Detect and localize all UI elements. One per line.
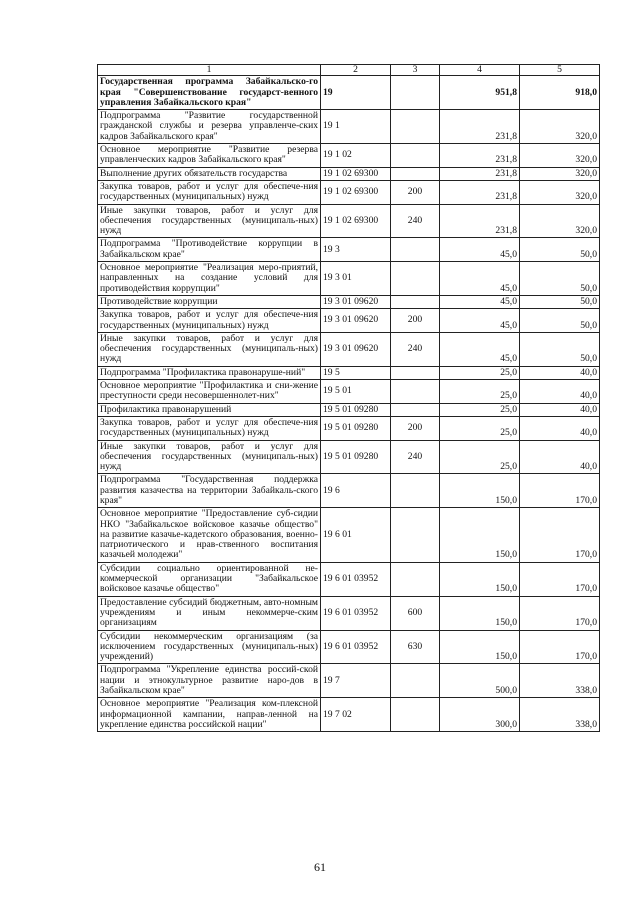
row-expense-type: 600: [391, 596, 440, 630]
row-expense-type: [391, 144, 440, 168]
row-value-1: 25,0: [440, 366, 520, 379]
row-value-1: 45,0: [440, 262, 520, 296]
row-code: 19 7: [321, 664, 391, 698]
row-value-2: 320,0: [520, 110, 600, 144]
row-value-1: 25,0: [440, 440, 520, 474]
row-value-1: 150,0: [440, 508, 520, 562]
row-code: 19 3 01 09620: [321, 332, 391, 366]
row-expense-type: [391, 262, 440, 296]
row-name: Подпрограмма "Развитие государственной гражданской службы и резерва управленче-ских кадров Забайкальского края": [98, 110, 321, 144]
row-value-1: 150,0: [440, 474, 520, 508]
row-expense-type: [391, 474, 440, 508]
row-value-1: 45,0: [440, 295, 520, 308]
row-value-2: 338,0: [520, 698, 600, 732]
row-value-2: 338,0: [520, 664, 600, 698]
row-code: 19 6 01: [321, 508, 391, 562]
row-expense-type: 630: [391, 630, 440, 664]
budget-table: [97, 64, 600, 732]
row-value-1: 300,0: [440, 698, 520, 732]
row-name: Основное мероприятие "Развитие резерва управленческих кадров Забайкальского края": [98, 144, 321, 168]
table-row: [98, 180, 600, 204]
table-body: [98, 76, 600, 732]
row-name: Противодействие коррупции: [98, 295, 321, 308]
row-value-1: 150,0: [440, 596, 520, 630]
table-row: [98, 366, 600, 379]
row-value-2: 40,0: [520, 366, 600, 379]
row-value-1: 500,0: [440, 664, 520, 698]
row-name: Выполнение других обязательств государства: [98, 167, 321, 180]
table-row: [98, 562, 600, 596]
row-code: 19 1: [321, 110, 391, 144]
row-code: 19 5 01 09280: [321, 416, 391, 440]
row-name: Иные закупки товаров, работ и услуг для обеспечения государственных (муниципаль-ных) нужд: [98, 332, 321, 366]
table-row: [98, 309, 600, 333]
header-col-2: 2: [321, 65, 391, 76]
row-expense-type: [391, 76, 440, 110]
row-value-2: 40,0: [520, 403, 600, 416]
row-code: 19 1 02: [321, 144, 391, 168]
row-value-1: 231,8: [440, 204, 520, 238]
row-expense-type: 200: [391, 416, 440, 440]
table-row: [98, 630, 600, 664]
row-value-2: 918,0: [520, 76, 600, 110]
row-value-2: 170,0: [520, 630, 600, 664]
header-col-5: 5: [520, 65, 600, 76]
table-row: [98, 295, 600, 308]
row-value-1: 150,0: [440, 562, 520, 596]
row-value-2: 50,0: [520, 295, 600, 308]
table-row: [98, 380, 600, 404]
row-value-1: 231,8: [440, 167, 520, 180]
row-name: Предоставление субсидий бюджетным, авто-номным учреждениям и иным некоммерче-ским организациям: [98, 596, 321, 630]
row-code: 19 5: [321, 366, 391, 379]
row-name: Подпрограмма "Противодействие коррупции в Забайкальском крае": [98, 238, 321, 262]
table-row: [98, 508, 600, 562]
row-value-2: 320,0: [520, 204, 600, 238]
row-value-2: 170,0: [520, 562, 600, 596]
row-code: 19: [321, 76, 391, 110]
table-row: [98, 144, 600, 168]
row-expense-type: [391, 403, 440, 416]
row-name: Подпрограмма "Профилактика правонаруше-ний": [98, 366, 321, 379]
row-code: 19 6: [321, 474, 391, 508]
row-name: Государственная программа Забайкальско-го края "Совершенствование государст-венного управления Забайкальского края": [98, 76, 321, 110]
row-expense-type: [391, 698, 440, 732]
row-name: Субсидии социально ориентированной не-коммерческой организации "Забайкальское войсковое казачье общество": [98, 562, 321, 596]
row-value-1: 45,0: [440, 238, 520, 262]
row-value-1: 951,8: [440, 76, 520, 110]
row-expense-type: [391, 664, 440, 698]
header-col-4: 4: [440, 65, 520, 76]
row-value-1: 25,0: [440, 416, 520, 440]
row-name: Иные закупки товаров, работ и услуг для обеспечения государственных (муниципаль-ных) нужд: [98, 204, 321, 238]
row-expense-type: 200: [391, 180, 440, 204]
row-name: Основное мероприятие "Профилактика и сни-жение преступности среди несовершеннолет-них": [98, 380, 321, 404]
row-name: Основное мероприятие "Предоставление суб-сидии НКО "Забайкальское войсковое казачье общество" на развитие казачье-кадетского образования, военно-патриотического и нрав-ственного воспитания казачьей молодежи": [98, 508, 321, 562]
row-name: Основное мероприятие "Реализация ком-плексной информационной кампании, направ-ленной на укрепление единства российской нации": [98, 698, 321, 732]
table-row: [98, 238, 600, 262]
row-expense-type: [391, 295, 440, 308]
row-expense-type: 240: [391, 204, 440, 238]
row-code: 19 1 02 69300: [321, 180, 391, 204]
row-value-2: 320,0: [520, 180, 600, 204]
row-value-2: 170,0: [520, 474, 600, 508]
row-value-1: 25,0: [440, 380, 520, 404]
row-value-1: 231,8: [440, 144, 520, 168]
row-expense-type: [391, 366, 440, 379]
row-name: Иные закупки товаров, работ и услуг для обеспечения государственных (муниципаль-ных) нужд: [98, 440, 321, 474]
header-row: [98, 65, 600, 76]
row-value-1: 45,0: [440, 332, 520, 366]
row-value-2: 50,0: [520, 332, 600, 366]
row-value-1: 231,8: [440, 180, 520, 204]
row-code: 19 6 01 03952: [321, 596, 391, 630]
table-row: [98, 204, 600, 238]
row-name: Основное мероприятие "Реализация мерo-приятий, направленных на создание условий для противодействия коррупции": [98, 262, 321, 296]
row-value-2: 50,0: [520, 238, 600, 262]
row-code: 19 6 01 03952: [321, 630, 391, 664]
table-row: [98, 698, 600, 732]
header-col-1: 1: [98, 65, 321, 76]
row-code: 19 3 01 09620: [321, 295, 391, 308]
row-value-2: 40,0: [520, 416, 600, 440]
row-expense-type: [391, 167, 440, 180]
row-name: Профилактика правонарушений: [98, 403, 321, 416]
row-value-2: 170,0: [520, 508, 600, 562]
row-code: 19 1 02 69300: [321, 167, 391, 180]
table-row: [98, 596, 600, 630]
row-name: Подпрограмма "Укрепление единства россий-ской нации и этнокультурное развитие наро-дов в Забайкальском крае": [98, 664, 321, 698]
row-code: 19 5 01: [321, 380, 391, 404]
row-expense-type: [391, 110, 440, 144]
row-expense-type: 200: [391, 309, 440, 333]
row-value-2: 50,0: [520, 262, 600, 296]
table-row: [98, 664, 600, 698]
table-row: [98, 403, 600, 416]
table-row: [98, 110, 600, 144]
row-code: 19 5 01 09280: [321, 440, 391, 474]
row-value-1: 150,0: [440, 630, 520, 664]
row-expense-type: 240: [391, 332, 440, 366]
header-col-3: 3: [391, 65, 440, 76]
row-value-2: 50,0: [520, 309, 600, 333]
row-expense-type: [391, 562, 440, 596]
row-code: 19 5 01 09280: [321, 403, 391, 416]
row-value-1: 231,8: [440, 110, 520, 144]
row-code: 19 1 02 69300: [321, 204, 391, 238]
table-row: [98, 167, 600, 180]
row-value-2: 40,0: [520, 380, 600, 404]
row-name: Закупка товаров, работ и услуг для обеспече-ния государственных (муниципальных) нужд: [98, 180, 321, 204]
row-name: Подпрограмма "Государственная поддержка развития казачества на территории Забайкаль-ского края": [98, 474, 321, 508]
row-expense-type: [391, 238, 440, 262]
row-code: 19 3 01: [321, 262, 391, 296]
table-row: [98, 76, 600, 110]
row-code: 19 3 01 09620: [321, 309, 391, 333]
row-code: 19 3: [321, 238, 391, 262]
table-row: [98, 474, 600, 508]
row-expense-type: [391, 380, 440, 404]
row-value-2: 320,0: [520, 144, 600, 168]
row-name: Субсидии некоммерческим организациям (за исключением государственных (муниципаль-ных) учреждений): [98, 630, 321, 664]
row-value-2: 40,0: [520, 440, 600, 474]
row-value-2: 170,0: [520, 596, 600, 630]
table-row: [98, 262, 600, 296]
table-row: [98, 332, 600, 366]
row-expense-type: [391, 508, 440, 562]
row-value-2: 320,0: [520, 167, 600, 180]
table-row: [98, 440, 600, 474]
row-value-1: 45,0: [440, 309, 520, 333]
row-code: 19 7 02: [321, 698, 391, 732]
row-name: Закупка товаров, работ и услуг для обеспече-ния государственных (муниципальных) нужд: [98, 416, 321, 440]
row-value-1: 25,0: [440, 403, 520, 416]
row-name: Закупка товаров, работ и услуг для обеспече-ния государственных (муниципальных) нужд: [98, 309, 321, 333]
page-number: 61: [314, 860, 326, 874]
table-row: [98, 416, 600, 440]
row-code: 19 6 01 03952: [321, 562, 391, 596]
row-expense-type: 240: [391, 440, 440, 474]
